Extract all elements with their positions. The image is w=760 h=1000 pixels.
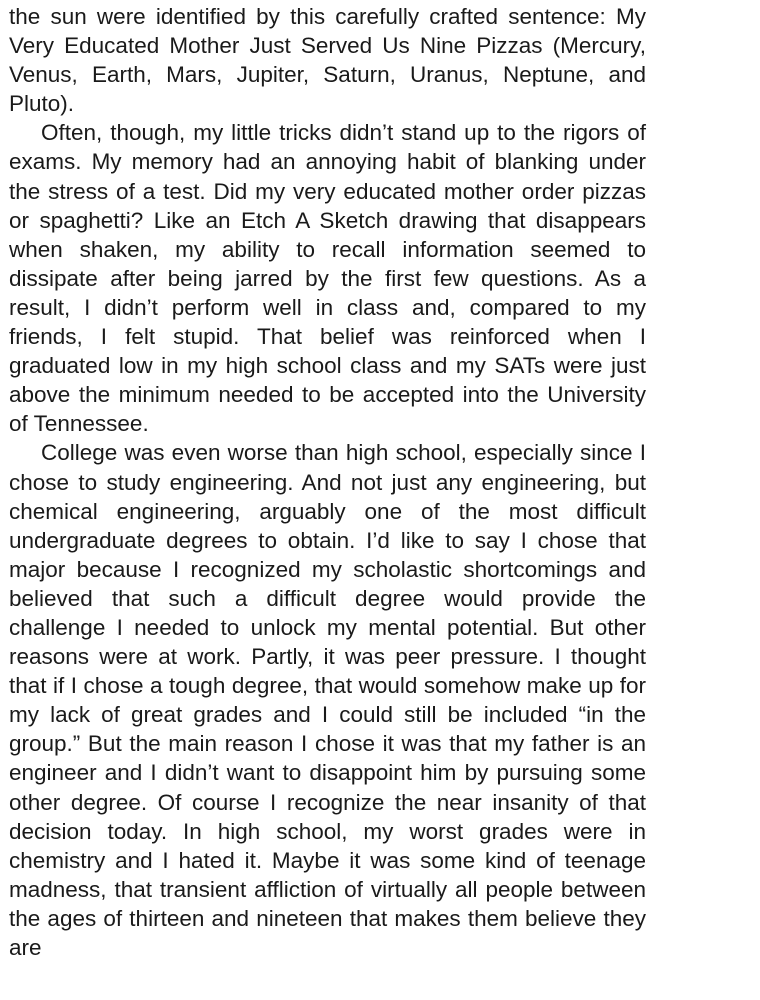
paragraph-2: Often, though, my little tricks didn’t stand up to the rigors of exams. My memory had an annoying habit of blanking under the stress of a test. Did my very educated mother order pizzas or spaghetti? Like an Etch A Sketch drawing that disappears when shaken, my ability to recall information seemed to dissipate after being jarred by the first few questions. As a result, I didn’t perform well in class and, compared to my friends, I felt stupid. That belief was reinforced when I graduated low in my high school class and my SATs were just above the minimum needed to be accepted into the University of Tennessee. — [9, 120, 646, 437]
paragraph-3: College was even worse than high school, especially since I chose to study engineering. And not just any engineering, but chemical engineering, arguably one of the most difficult undergraduate degrees to obtain. I’d like to say I chose that major because I recognized my scholastic shortcomings and believed that such a difficult degree would provide the challenge I needed to unlock my mental potential. But other reasons were at work. Partly, it was peer pressure. I thought that if I chose a tough degree, that would somehow make up for my lack of great grades and I could still be included “in the group.” But the main reason I chose it was that my father is an engineer and I didn’t want to disappoint him by pursuing some other degree. Of course I recognize the near insanity of that decision today. In high school, my worst grades were in chemistry and I hated it. Maybe it was some kind of teenage madness, that transient affliction of virtually all people between the ages of thirteen and nineteen that makes them believe they are — [9, 440, 646, 960]
document-page — [9, 2, 646, 962]
paragraph-1: the sun were identified by this carefully crafted sentence: My Very Educated Mother Just Served Us Nine Pizzas (Mercury, Venus, Earth, Mars, Jupiter, Saturn, Uranus, Neptune, and Pluto). — [9, 4, 646, 117]
